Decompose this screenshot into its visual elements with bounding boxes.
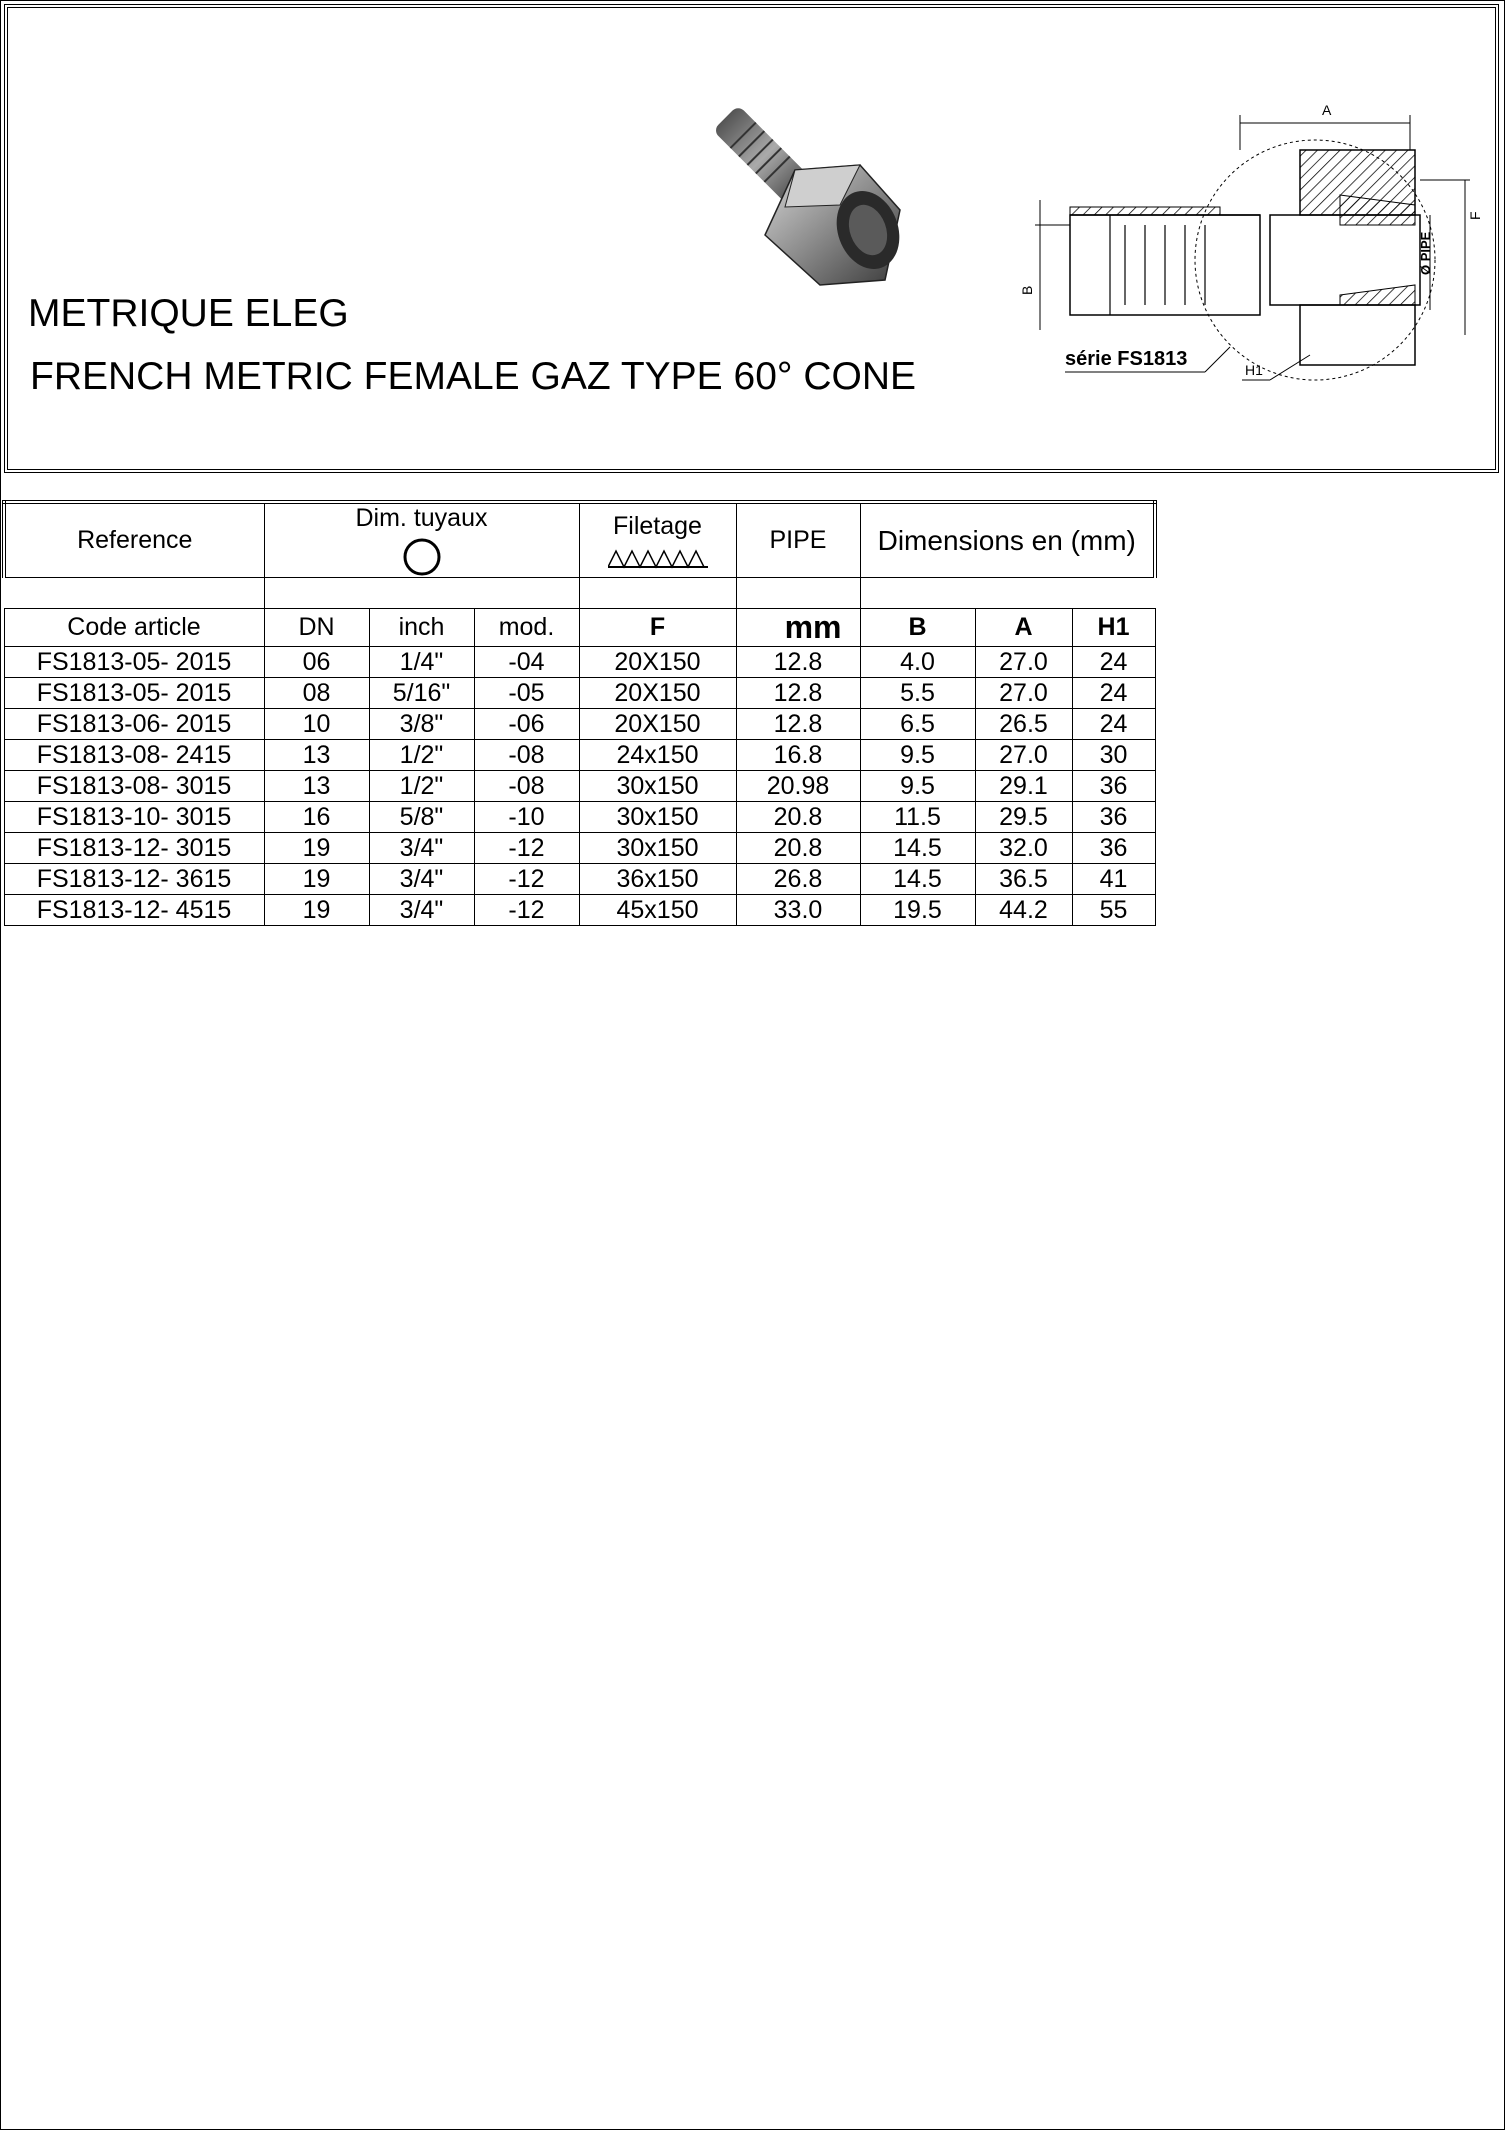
fitting-photo [700,95,910,295]
cell-f: 20X150 [579,647,736,678]
cell-a: 44.2 [975,895,1072,926]
diameter-circle-icon [402,537,442,577]
cell-a: 29.5 [975,802,1072,833]
cell-mod: -08 [474,771,579,802]
cell-dn: 19 [264,833,369,864]
serie-label: série FS1813 [1065,348,1188,370]
title-english: FRENCH METRIC FEMALE GAZ TYPE 60° CONE [30,355,917,398]
table-row [4,740,1155,771]
cell-mod: -08 [474,740,579,771]
col-b: B [860,609,975,647]
cell-f: 30x150 [579,802,736,833]
cell-dn: 06 [264,647,369,678]
dim-f-label: F [1467,211,1483,220]
table-row [4,678,1155,709]
cell-code: FS1813-08- 2415 [4,740,264,771]
cell-h1: 41 [1072,864,1155,895]
group-pipe: PIPE [736,502,860,578]
cell-dn: 13 [264,771,369,802]
cell-code: FS1813-10- 3015 [4,802,264,833]
cell-inch: 3/8" [369,709,474,740]
cell-f: 30x150 [579,771,736,802]
cell-f: 36x150 [579,864,736,895]
col-code: Code article [4,609,264,647]
cell-mm: 33.0 [736,895,860,926]
cell-mod: -12 [474,864,579,895]
col-f: F [579,609,736,647]
cell-mm: 20.98 [736,771,860,802]
cell-b: 9.5 [860,771,975,802]
dim-b-label: B [1019,285,1035,295]
table-row [4,647,1155,678]
cell-h1: 36 [1072,802,1155,833]
cell-f: 20X150 [579,678,736,709]
cell-dn: 16 [264,802,369,833]
col-h1: H1 [1072,609,1155,647]
cell-dn: 19 [264,895,369,926]
cell-mod: -04 [474,647,579,678]
cell-a: 29.1 [975,771,1072,802]
title-french: METRIQUE ELEG [28,292,349,335]
cell-dn: 08 [264,678,369,709]
group-filetage-label: Filetage [613,512,702,540]
cell-inch: 5/16" [369,678,474,709]
cell-h1: 30 [1072,740,1155,771]
cell-code: FS1813-06- 2015 [4,709,264,740]
cell-mod: -06 [474,709,579,740]
cell-mod: -10 [474,802,579,833]
cell-code: FS1813-12- 3015 [4,833,264,864]
cell-b: 19.5 [860,895,975,926]
cell-mm: 20.8 [736,802,860,833]
cell-mod: -12 [474,895,579,926]
cell-h1: 36 [1072,833,1155,864]
cell-b: 4.0 [860,647,975,678]
cell-f: 20X150 [579,709,736,740]
cell-mm: 26.8 [736,864,860,895]
thread-icon [608,547,708,569]
cell-code: FS1813-12- 4515 [4,895,264,926]
cell-b: 9.5 [860,740,975,771]
cell-f: 24x150 [579,740,736,771]
table-row [4,895,1155,926]
cell-code: FS1813-12- 3615 [4,864,264,895]
cell-a: 32.0 [975,833,1072,864]
col-dn: DN [264,609,369,647]
cell-h1: 24 [1072,709,1155,740]
group-dim-tuyaux-label: Dim. tuyaux [355,504,488,532]
cell-a: 36.5 [975,864,1072,895]
cell-dn: 13 [264,740,369,771]
cell-mod: -12 [474,833,579,864]
cell-a: 26.5 [975,709,1072,740]
dim-h1-label: H1 [1245,362,1263,378]
table-row [4,802,1155,833]
cell-inch: 1/2" [369,771,474,802]
cell-mod: -05 [474,678,579,709]
cell-b: 11.5 [860,802,975,833]
group-filetage [579,502,736,578]
cell-b: 14.5 [860,833,975,864]
dim-pipe-label: Ø PIPE [1418,231,1433,275]
cell-code: FS1813-08- 3015 [4,771,264,802]
group-dimensions: Dimensions en (mm) [860,502,1155,578]
cell-b: 14.5 [860,864,975,895]
cell-inch: 1/2" [369,740,474,771]
cell-mm: 20.8 [736,833,860,864]
technical-drawing [1010,95,1490,395]
cell-b: 6.5 [860,709,975,740]
table-row [4,771,1155,802]
col-mm: mm [736,609,860,647]
group-reference: Reference [4,502,264,578]
cell-a: 27.0 [975,740,1072,771]
cell-inch: 5/8" [369,802,474,833]
cell-inch: 3/4" [369,833,474,864]
cell-mm: 16.8 [736,740,860,771]
cell-inch: 1/4" [369,647,474,678]
cell-h1: 24 [1072,678,1155,709]
cell-f: 30x150 [579,833,736,864]
cell-code: FS1813-05- 2015 [4,647,264,678]
cell-h1: 36 [1072,771,1155,802]
col-mod: mod. [474,609,579,647]
dim-a-label: A [1322,102,1332,118]
cell-mm: 12.8 [736,647,860,678]
table-row [4,864,1155,895]
cell-h1: 55 [1072,895,1155,926]
table-row [4,709,1155,740]
cell-a: 27.0 [975,647,1072,678]
col-a: A [975,609,1072,647]
cell-inch: 3/4" [369,864,474,895]
col-inch: inch [369,609,474,647]
cell-b: 5.5 [860,678,975,709]
table-row [4,833,1155,864]
cell-mm: 12.8 [736,709,860,740]
cell-a: 27.0 [975,678,1072,709]
cell-f: 45x150 [579,895,736,926]
cell-dn: 19 [264,864,369,895]
cell-inch: 3/4" [369,895,474,926]
group-dim-tuyaux [264,502,579,578]
cell-h1: 24 [1072,647,1155,678]
spec-table [2,500,1157,926]
cell-code: FS1813-05- 2015 [4,678,264,709]
cell-dn: 10 [264,709,369,740]
cell-mm: 12.8 [736,678,860,709]
